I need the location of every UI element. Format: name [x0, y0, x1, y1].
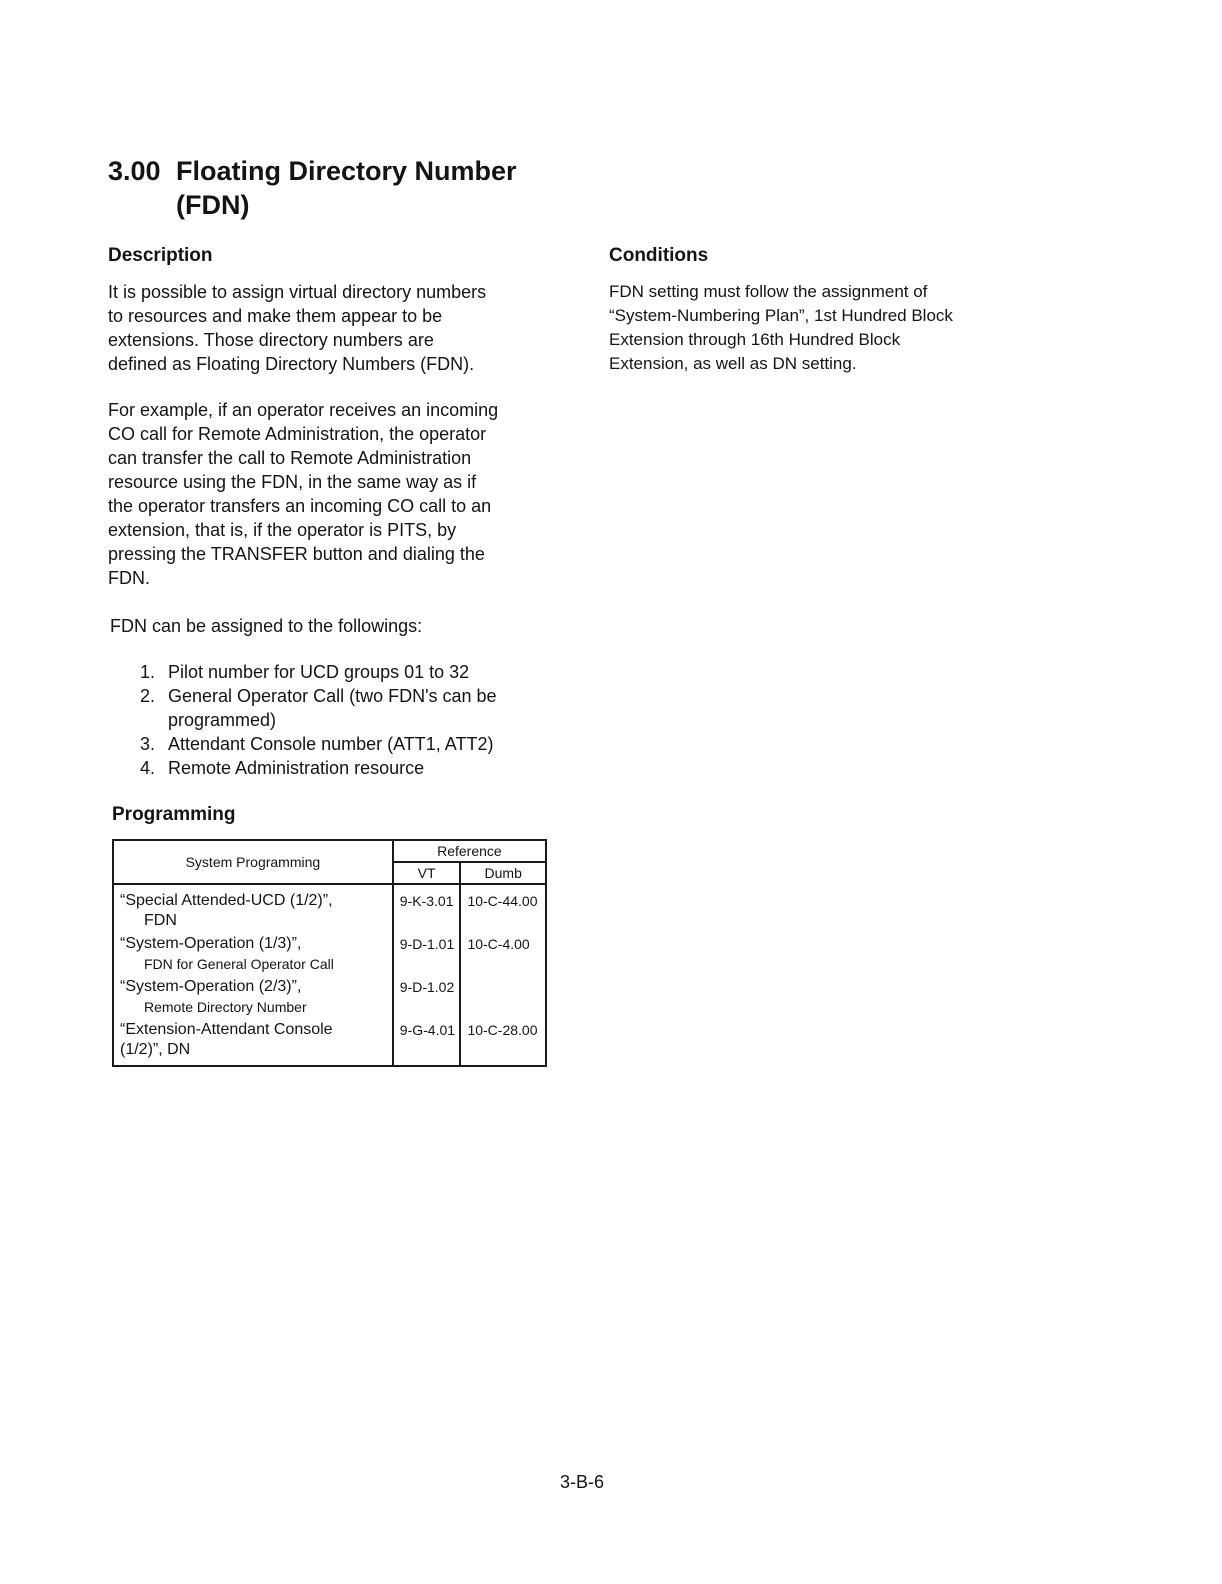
- program-name: “System-Operation (1/3)”,: [120, 935, 302, 952]
- dumb-reference: 10-C-44.00: [467, 893, 538, 909]
- conditions-heading: Conditions: [609, 245, 709, 266]
- conditions-line: Extension, as well as DN setting.: [609, 354, 857, 373]
- description-paragraph-3: FDN can be assigned to the followings:: [110, 616, 423, 636]
- dumb-reference: 10-C-28.00: [467, 1022, 538, 1038]
- table-row: [120, 977, 388, 1020]
- page-number: 3-B-6: [560, 1472, 605, 1492]
- description-line: resource using the FDN, in the same way as if: [108, 472, 477, 492]
- description-paragraph-1: [108, 280, 558, 376]
- table-header-system-programming: System Programming: [113, 840, 393, 884]
- assignment-list: [140, 660, 570, 780]
- vt-reference: 9-D-1.01: [399, 936, 455, 952]
- list-item-number: 2.: [140, 686, 156, 706]
- conditions-line: “System-Numbering Plan”, 1st Hundred Block: [609, 306, 953, 325]
- description-line: extensions. Those directory numbers are: [108, 330, 434, 350]
- list-item-text: programmed): [168, 710, 277, 730]
- table-row: [120, 934, 388, 977]
- dumb-reference: [463, 977, 541, 1020]
- program-name: “System-Operation (2/3)”,: [120, 978, 302, 995]
- description-line: extension, that is, if the operator is PITS, by: [108, 520, 457, 540]
- table-row: [120, 1020, 388, 1063]
- list-item-text: Pilot number for UCD groups 01 to 32: [168, 662, 470, 682]
- description-line: to resources and make them appear to be: [108, 306, 443, 326]
- description-line: can transfer the call to Remote Administration: [108, 448, 472, 468]
- table-header-reference: Reference: [393, 840, 546, 862]
- description-line: CO call for Remote Administration, the operator: [108, 424, 487, 444]
- table-cell-vt: [393, 884, 461, 1066]
- section-title-line1: Floating Directory Number: [176, 156, 517, 186]
- table-cell-dumb: [460, 884, 546, 1066]
- programming-heading: Programming: [112, 804, 236, 825]
- list-item-number: 3.: [140, 734, 156, 754]
- table-row: [120, 891, 388, 934]
- description-line: the operator transfers an incoming CO call to an: [108, 496, 492, 516]
- section-title: [108, 154, 517, 222]
- description-line: It is possible to assign virtual directory numbers: [108, 282, 487, 302]
- description-line: For example, if an operator receives an incoming: [108, 400, 499, 420]
- section-title-line2: (FDN): [176, 190, 250, 220]
- vt-reference: 9-K-3.01: [399, 893, 454, 909]
- list-item-text: General Operator Call (two FDN's can be: [168, 686, 497, 706]
- vt-reference: 9-G-4.01: [399, 1022, 456, 1038]
- table-header-dumb: Dumb: [460, 862, 546, 884]
- program-name: “Special Attended-UCD (1/2)”,: [120, 892, 333, 909]
- section-number: 3.00: [108, 156, 161, 186]
- conditions-line: FDN setting must follow the assignment of: [609, 282, 928, 301]
- list-item: [140, 684, 570, 732]
- list-item: [140, 756, 570, 780]
- program-name: “Extension-Attendant Console: [120, 1021, 333, 1038]
- program-item: FDN: [144, 912, 177, 929]
- list-item-text: Remote Administration resource: [168, 758, 425, 778]
- program-item: (1/2)”, DN: [120, 1041, 191, 1058]
- description-heading: Description: [108, 245, 213, 266]
- description-line: defined as Floating Directory Numbers (FDN).: [108, 354, 475, 374]
- list-item: [140, 660, 570, 684]
- vt-reference: 9-D-1.02: [399, 979, 455, 995]
- list-item-text: Attendant Console number (ATT1, ATT2): [168, 734, 494, 754]
- conditions-line: Extension through 16th Hundred Block: [609, 330, 901, 349]
- description-line: pressing the TRANSFER button and dialing the: [108, 544, 485, 564]
- description-paragraph-2: [108, 398, 568, 590]
- list-item-number: 4.: [140, 758, 156, 778]
- description-line: FDN.: [108, 568, 150, 588]
- table-cell-system-programming: [113, 884, 393, 1066]
- conditions-paragraph: [609, 280, 1029, 376]
- list-item: [140, 732, 570, 756]
- list-item-number: 1.: [140, 662, 156, 682]
- programming-table: [112, 839, 547, 1067]
- program-item: Remote Directory Number: [144, 999, 307, 1015]
- table-header-vt: VT: [393, 862, 461, 884]
- dumb-reference: 10-C-4.00: [467, 936, 530, 952]
- program-item: FDN for General Operator Call: [144, 956, 334, 972]
